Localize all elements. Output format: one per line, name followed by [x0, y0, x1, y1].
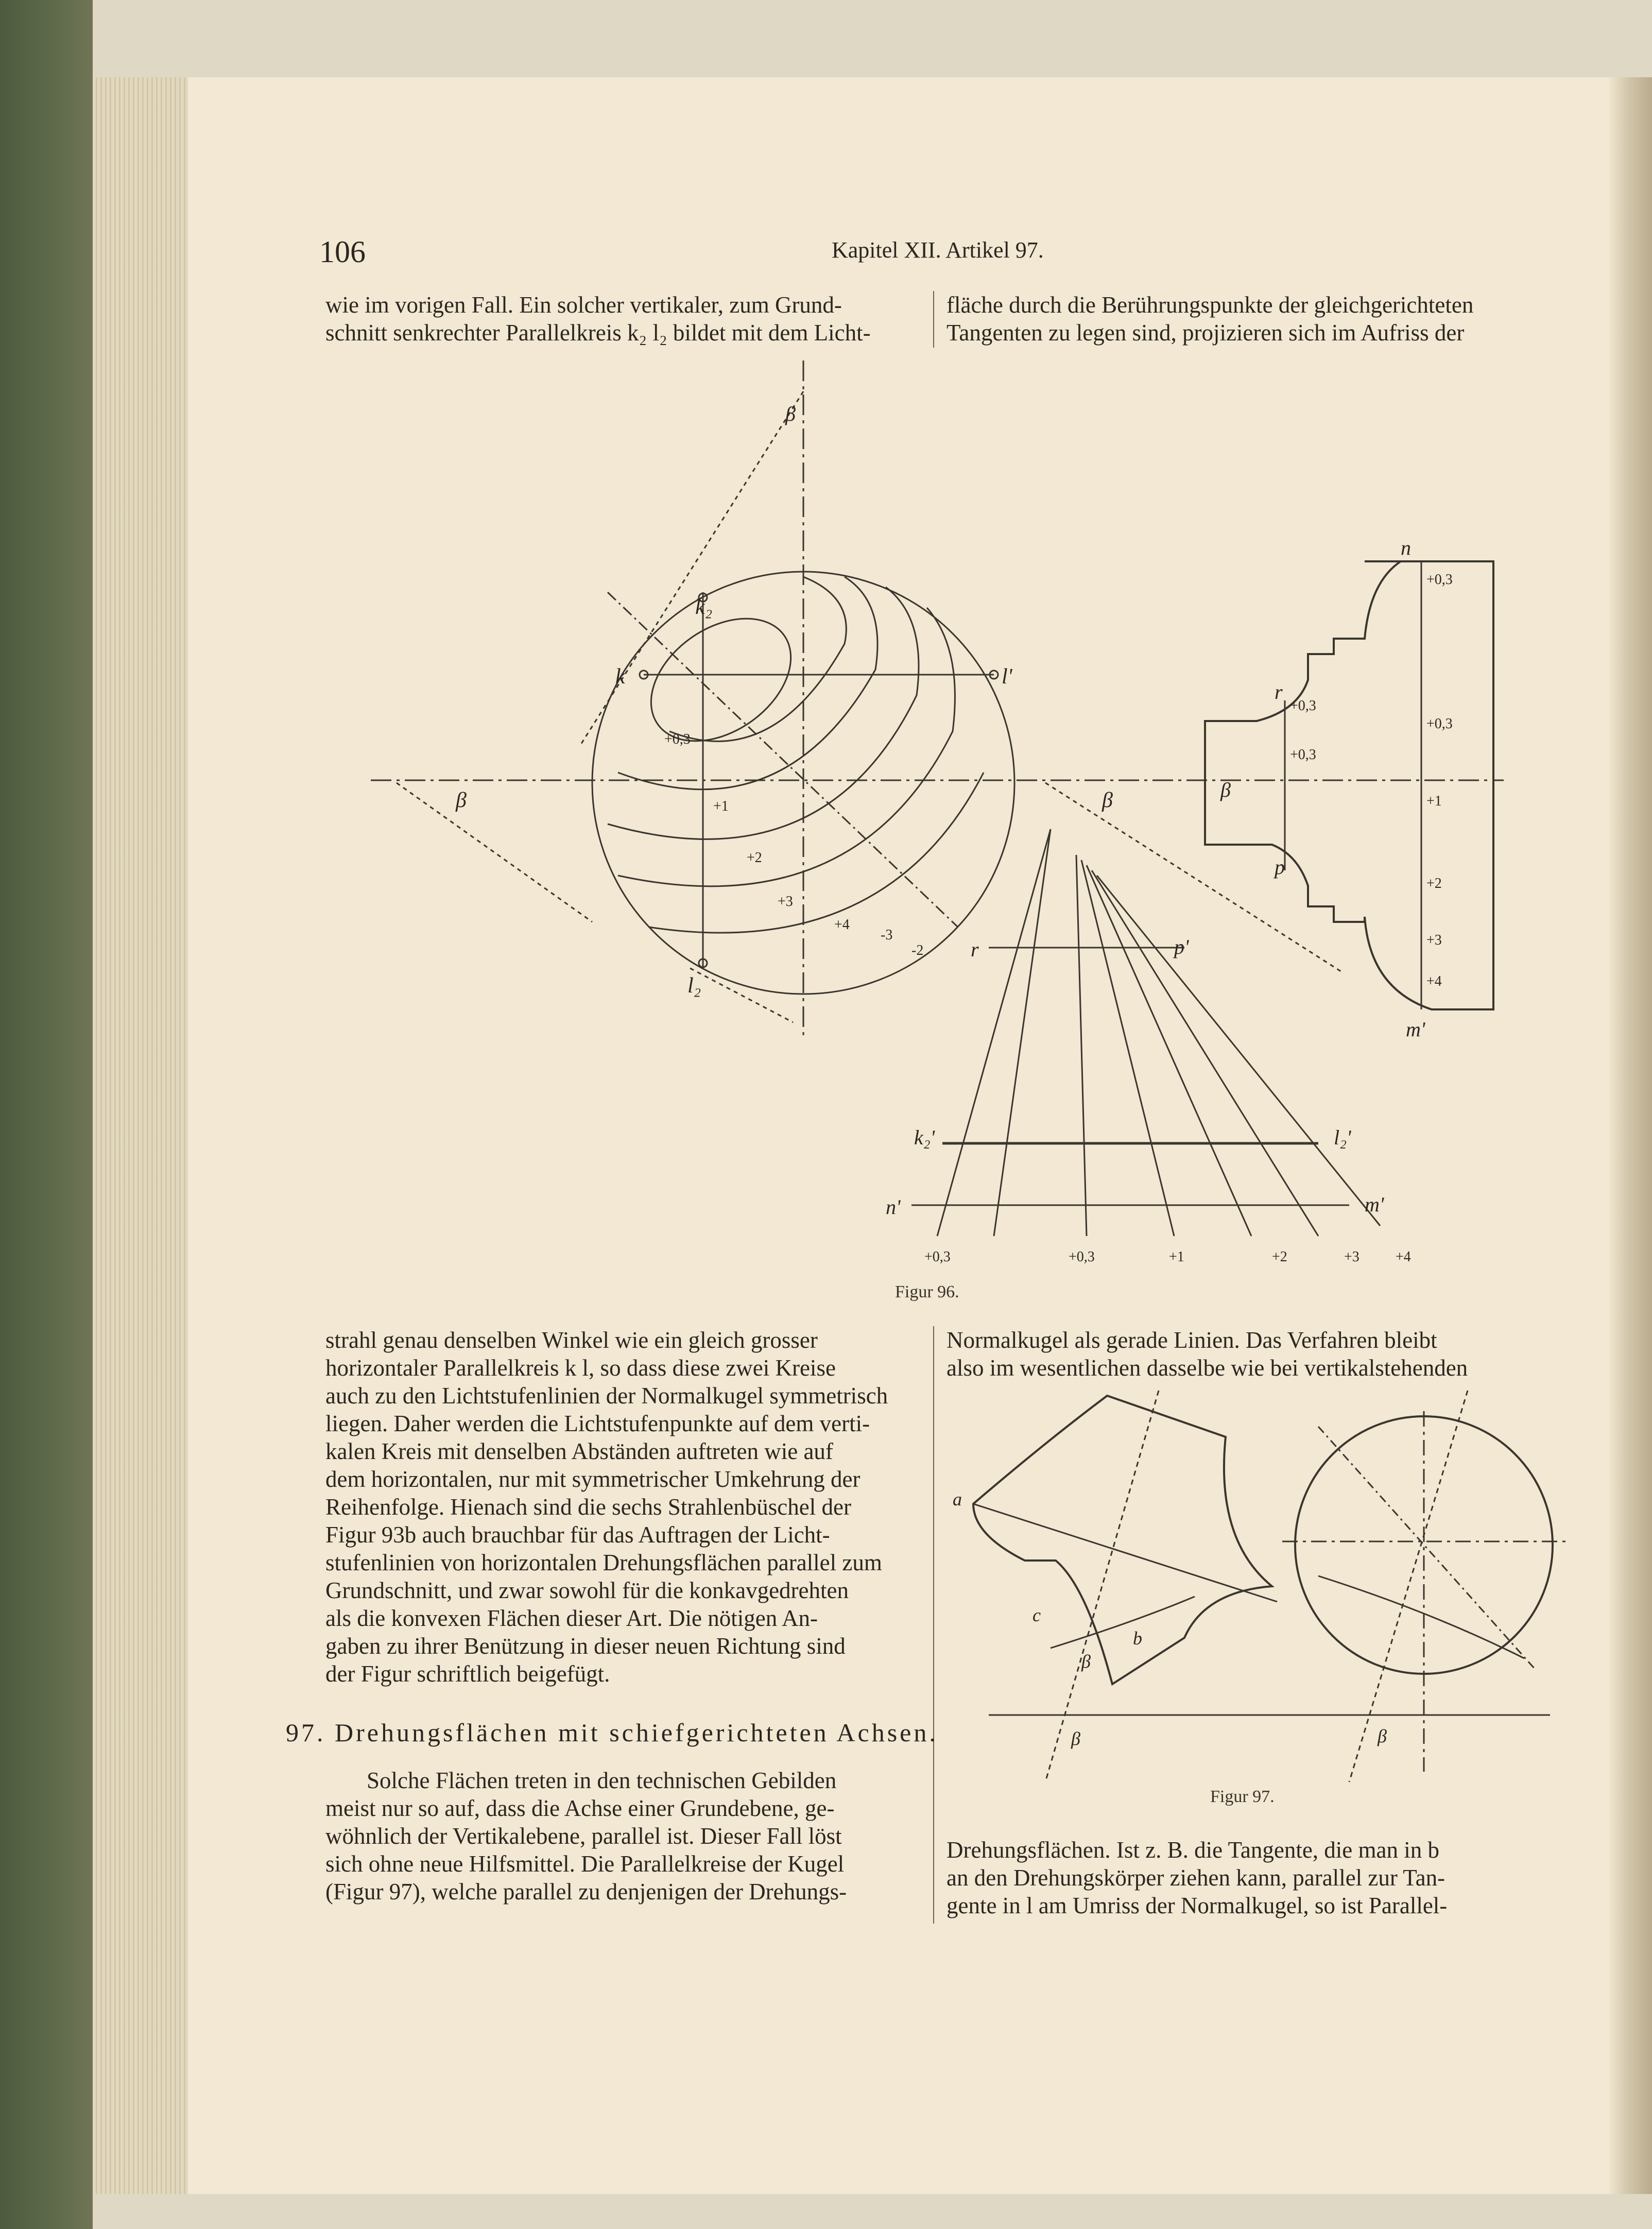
column-rule: [933, 1326, 934, 1924]
light-level-label: +2: [747, 850, 762, 866]
bundle-ray: [937, 829, 1051, 1236]
label-l: l': [1002, 665, 1012, 689]
side-label: +3: [1426, 932, 1442, 948]
label-n-prime: n': [886, 1195, 901, 1219]
bottom-label: +0,3: [1069, 1249, 1095, 1265]
text-line: liegen. Daher werden die Lichtstufenpunkte auf dem verti-: [325, 1411, 870, 1436]
label-m-prime: m': [1365, 1193, 1384, 1216]
figure-97-caption: Figur 97.: [1210, 1787, 1275, 1806]
figure-96-caption: Figur 96.: [895, 1282, 959, 1301]
bottom-label: +0,3: [924, 1249, 951, 1265]
bundle-ray: [1097, 876, 1380, 1226]
side-label: +1: [1426, 793, 1442, 809]
light-level-label: +1: [713, 798, 729, 814]
side-label: +0,3: [1290, 747, 1316, 763]
bundle-ray: [994, 829, 1051, 1236]
label-b: b: [1133, 1628, 1142, 1649]
text-line: wöhnlich der Vertikalebene, parallel ist. Dieser Fall löst: [325, 1823, 842, 1849]
text-line: schnitt senkrechter Parallelkreis k₂ l₂ bildet mit dem Licht-: [325, 320, 871, 346]
rotation-body-outline: [1205, 561, 1493, 1009]
running-head: Kapitel XII. Artikel 97.: [832, 237, 1044, 263]
light-level-curve: [1318, 1576, 1524, 1658]
label-p: p: [1275, 855, 1285, 879]
text-line: sich ohne neue Hilfsmittel. Die Parallelkreise der Kugel: [325, 1851, 845, 1877]
bottom-label: +2: [1272, 1249, 1287, 1265]
text-line: horizontaler Parallelkreis k l, so dass diese zwei Kreise: [325, 1355, 836, 1381]
tangent-line: [690, 968, 793, 1022]
figure-97: [973, 1391, 1565, 1782]
label-beta: β: [456, 788, 467, 812]
rotation-body-outline: [973, 1396, 1272, 1684]
light-ray: [1045, 1391, 1159, 1782]
label-p-prime: p': [1174, 935, 1189, 958]
text-line: kalen Kreis mit denselben Abständen auftreten wie auf: [325, 1438, 833, 1464]
text-line: Grundschnitt, und zwar sowohl für die konkavgedrehten: [325, 1578, 849, 1603]
text-line: Solche Flächen treten in den technischen Gebilden: [367, 1768, 837, 1793]
label-beta: β: [1102, 788, 1113, 812]
bottom-label: +4: [1396, 1249, 1411, 1265]
text-line: als die konvexen Flächen dieser Art. Die nötigen An-: [325, 1605, 818, 1631]
label-r: r: [1275, 680, 1283, 704]
label-r-prime: r: [971, 938, 979, 961]
label-n: n: [1401, 536, 1411, 559]
side-label: +2: [1426, 876, 1442, 891]
text-line: auch zu den Lichtstufenlinien der Normalkugel symmetrisch: [325, 1383, 888, 1409]
label-k: k: [615, 665, 625, 689]
light-level-label: -2: [911, 942, 924, 958]
light-level-label: -3: [881, 927, 893, 943]
label-beta: β: [1220, 778, 1231, 801]
label-a: a: [953, 1489, 962, 1510]
label-beta: β: [1081, 1651, 1091, 1672]
light-level-curve: [618, 577, 877, 790]
bundle-ray: [1076, 855, 1087, 1236]
light-level-label: +4: [834, 917, 850, 933]
middle-right-text: [947, 1326, 1552, 1382]
text-line: also im wesentlichen dasselbe wie bei vertikalstehenden: [947, 1355, 1468, 1381]
label-l2-prime: l₂': [1334, 1126, 1351, 1149]
section-heading: 97. Drehungsflächen mit schiefgerichteten Achsen.: [286, 1718, 938, 1747]
bundle-ray: [1092, 870, 1318, 1236]
text-line: strahl genau denselben Winkel wie ein gleich grosser: [325, 1327, 818, 1353]
text-line: Drehungsflächen. Ist z. B. die Tangente, die man in b: [947, 1837, 1439, 1863]
light-level-label: +0,3: [664, 731, 691, 747]
light-level-label: +3: [778, 894, 793, 910]
bundle-ray: [1087, 865, 1251, 1236]
axis-line: [973, 1504, 1277, 1602]
text-line: wie im vorigen Fall. Ein solcher vertikaler, zum Grund-: [325, 292, 842, 318]
text-line: dem horizontalen, nur mit symmetrischer Umkehrung der: [325, 1466, 861, 1492]
text-line: (Figur 97), welche parallel zu denjenigen der Drehungs-: [325, 1879, 847, 1905]
bottom-label: +1: [1169, 1249, 1184, 1265]
beta-ray-right: [1045, 783, 1344, 973]
diagonal-axis: [1318, 1427, 1535, 1669]
side-label: +0,3: [1290, 698, 1316, 714]
bottom-left-text: [325, 1767, 931, 1906]
side-label: +4: [1426, 973, 1442, 989]
side-label: +0,3: [1426, 572, 1453, 588]
label-beta: β: [785, 402, 796, 425]
text-line: Reihenfolge. Hienach sind die sechs Strahlenbüschel der: [325, 1494, 851, 1520]
light-level-curve: [1051, 1597, 1195, 1648]
bottom-right-text: [947, 1836, 1552, 1919]
bundle-ray: [1081, 860, 1174, 1236]
light-level-curve: [649, 773, 984, 933]
page-number: 106: [319, 235, 366, 269]
text-line: stufenlinien von horizontalen Drehungsflächen parallel zum: [325, 1550, 882, 1575]
middle-left-text: [325, 1326, 931, 1688]
light-ray: [579, 391, 803, 747]
text-line: meist nur so auf, dass die Achse einer Grundebene, ge-: [325, 1795, 835, 1821]
label-l2: l₂: [687, 974, 701, 998]
light-ray: [1349, 1391, 1468, 1782]
bottom-label: +3: [1344, 1249, 1360, 1265]
label-beta: β: [1378, 1726, 1387, 1746]
diagonal-axis: [608, 592, 958, 927]
text-line: fläche durch die Berührungspunkte der gleichgerichteten: [947, 292, 1474, 318]
side-label: +0,3: [1426, 716, 1453, 732]
label-c: c: [1032, 1605, 1041, 1625]
light-level-curve: [608, 587, 919, 839]
figure-96: [371, 361, 1504, 1236]
label-k2: k₂: [695, 595, 713, 619]
beta-ray-left: [397, 783, 592, 922]
text-line: gaben zu ihrer Benützung in dieser neuen Richtung sind: [325, 1633, 846, 1659]
text-line: Figur 93b auch brauchbar für das Auftragen der Licht-: [325, 1522, 830, 1548]
label-k2-prime: k₂': [914, 1126, 935, 1149]
label-beta: β: [1071, 1728, 1080, 1749]
text-line: an den Drehungskörper ziehen kann, parallel zur Tan-: [947, 1865, 1445, 1891]
label-m: m': [1406, 1018, 1425, 1041]
text-line: gente in l am Umriss der Normalkugel, so ist Parallel-: [947, 1893, 1448, 1918]
text-line: Tangenten zu legen sind, projizieren sich im Aufriss der: [947, 320, 1465, 346]
text-line: Normalkugel als gerade Linien. Das Verfahren bleibt: [947, 1327, 1437, 1353]
light-level-curve: [628, 593, 814, 766]
text-line: der Figur schriftlich beigefügt.: [325, 1661, 610, 1687]
